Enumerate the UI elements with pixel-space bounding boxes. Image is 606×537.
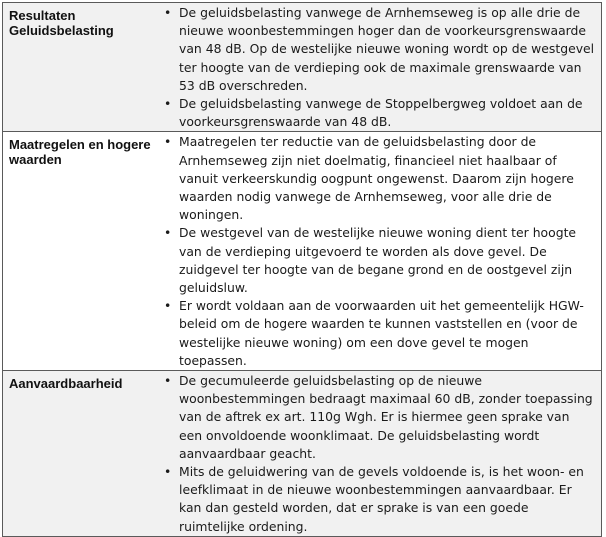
bullet-list-results	[155, 3, 601, 131]
bullet-item: • Mits de geluidwering van de gevels voldoende is, is het woon- en leefklimaat in de nieuwe woonbestemmingen aanvaardbaar. Er kan dan gesteld worden, dat er sprake is van een goede ruimtelijke ordening.	[179, 463, 595, 536]
row-content-cell	[155, 371, 602, 537]
row-label-results: Resultaten Geluidsbelasting	[9, 8, 114, 38]
bullet-item: • De geluidsbelasting vanwege de Arnhemseweg is op alle drie de nieuwe woonbestemmingen hoger dan de voorkeursgrenswaarde van 48 dB. Op de westelijke nieuwe woning wordt op de westgevel ter hoogte van de verdieping ook de maximale grenswaarde van 53 dB overschreden.	[179, 4, 595, 95]
row-label-acceptability: Aanvaardbaarheid	[9, 376, 123, 392]
bullet-item: • De westgevel van de westelijke nieuwe woning dient ter hoogte van de verdieping uitgevoerd te worden als dove gevel. De zuidgevel ter hoogte van de begane grond en de oostgevel zijn geluidsluw.	[179, 224, 595, 297]
bullet-item: • De geluidsbelasting vanwege de Stoppelbergweg voldoet aan de voorkeursgrenswaarde van 48 dB.	[179, 95, 595, 131]
bullet-item: • Er wordt voldaan aan de voorwaarden uit het gemeentelijk HGW-beleid om de hogere waarden te kunnen vaststellen en (voor de westelijke nieuwe woning) om een dove gevel te mogen toepassen.	[179, 297, 595, 370]
bullet-list-measures	[155, 132, 601, 370]
row-content-cell	[155, 3, 602, 132]
summary-table	[2, 2, 602, 537]
table-row-acceptability	[3, 371, 602, 537]
row-label-measures: Maatregelen en hogere waarden	[9, 137, 151, 168]
row-label-cell	[3, 132, 156, 371]
row-content-cell	[155, 132, 602, 371]
bullet-list-acceptability	[155, 371, 601, 536]
bullet-item: • Maatregelen ter reductie van de geluidsbelasting door de Arnhemseweg zijn niet doelmatig, financieel niet haalbaar of vanuit verkeerskundig oogpunt ongewenst. Daarom zijn hogere waarden nodig vanwege de Arnhemseweg, voor alle drie de woningen.	[179, 133, 595, 224]
row-label-cell	[3, 371, 156, 537]
table-row-results	[3, 3, 602, 132]
table-row-measures	[3, 132, 602, 371]
bullet-item: • De gecumuleerde geluidsbelasting op de nieuwe woonbestemmingen bedraagt maximaal 60 dB, zonder toepassing van de aftrek ex art. 110g Wgh. Er is hiermee geen sprake van een onvoldoende woonklimaat. De geluidsbelasting wordt aanvaardbaar geacht.	[179, 372, 595, 463]
row-label-cell	[3, 3, 156, 132]
